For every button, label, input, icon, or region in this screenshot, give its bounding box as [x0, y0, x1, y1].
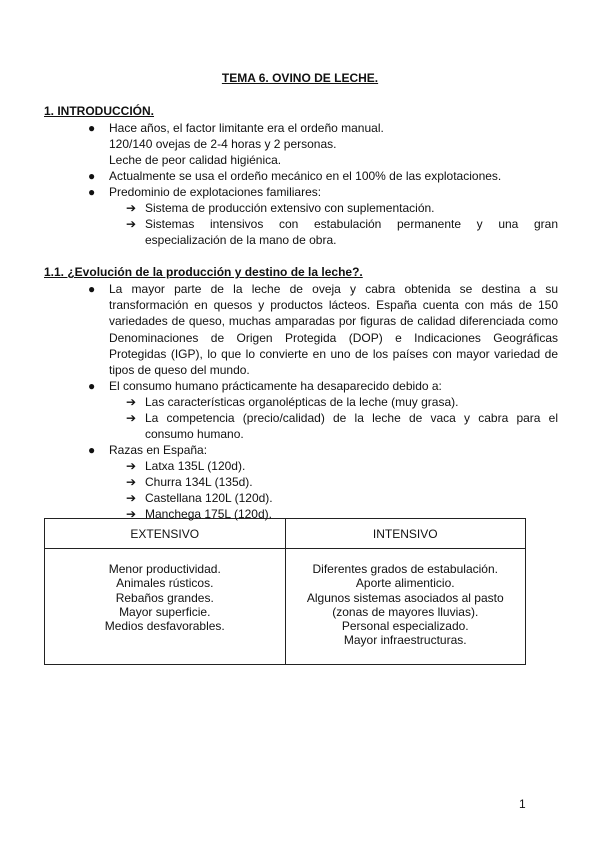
header-extensivo: EXTENSIVO: [45, 519, 286, 549]
list-item: La mayor parte de la leche de oveja y cabra obtenida se destina a su transformación en quesos y productos lácteos. España cuenta con más de 150 variedades de queso, muchas amparadas por figuras de calidad diferenciada como Denominaciones de Origen Protegida (DOP) e Indicaciones Geográficas Protegidas (IGP), lo que lo convierte en uno de los países con mayor variedad de tipos de queso del mundo.: [109, 282, 558, 378]
list-item: Hace años, el factor limitante era el ordeño manual. 120/140 ovejas de 2-4 horas y 2 personas. Leche de peor calidad higiénica.: [109, 121, 384, 168]
section-heading-introduccion: 1. INTRODUCCIÓN.: [44, 104, 155, 118]
bullet-icon: ●: [88, 121, 96, 135]
sub-list-item: Sistema de producción extensivo con suplementación.: [145, 201, 435, 215]
arrow-icon: ➔: [126, 475, 137, 489]
section-heading-evolucion: 1.1. ¿Evolución de la producción y destino de la leche?.: [44, 265, 363, 279]
document-title: TEMA 6. OVINO DE LECHE.: [221, 71, 379, 85]
page-number: 1: [519, 797, 526, 811]
sub-list-item: La competencia (precio/calidad) de la leche de vaca y cabra para el consumo humano.: [145, 411, 558, 442]
bullet-icon: ●: [88, 185, 96, 199]
arrow-icon: ➔: [126, 411, 137, 425]
sub-list-item: Las características organolépticas de la leche (muy grasa).: [145, 395, 459, 409]
table-row: [45, 549, 526, 665]
list-item: Actualmente se usa el ordeño mecánico en el 100% de las explotaciones.: [109, 169, 502, 183]
sub-list-item: Manchega 175L (120d).: [145, 507, 272, 521]
list-item: Razas en España:: [109, 443, 208, 457]
bullet-icon: ●: [88, 379, 96, 393]
bullet-icon: ●: [88, 443, 96, 457]
cell-intensivo: Diferentes grados de estabulación. Aporte alimenticio. Algunos sistemas asociados al pasto (zonas de mayores lluvias). Personal especializado. Mayor infraestructuras.: [285, 549, 526, 665]
comparison-table: [44, 518, 526, 665]
list-item: El consumo humano prácticamente ha desaparecido debido a:: [109, 379, 442, 393]
bullet-icon: ●: [88, 282, 96, 296]
sub-list-item: Castellana 120L (120d).: [145, 491, 273, 505]
bullet-icon: ●: [88, 169, 96, 183]
arrow-icon: ➔: [126, 395, 137, 409]
arrow-icon: ➔: [126, 491, 137, 505]
sub-list-item: Churra 134L (135d).: [145, 475, 253, 489]
arrow-icon: ➔: [126, 507, 137, 521]
cell-extensivo: Menor productividad. Animales rústicos. Rebaños grandes. Mayor superficie. Medios desfavorables.: [45, 549, 286, 665]
sub-list-item: Sistemas intensivos con estabulación permanente y una gran especialización de la mano de obra.: [145, 217, 558, 248]
list-item: Predominio de explotaciones familiares:: [109, 185, 322, 199]
arrow-icon: ➔: [126, 459, 137, 473]
header-intensivo: INTENSIVO: [285, 519, 526, 549]
sub-list-item: Latxa 135L (120d).: [145, 459, 246, 473]
arrow-icon: ➔: [126, 217, 137, 231]
arrow-icon: ➔: [126, 201, 137, 215]
table-header-row: [45, 519, 526, 549]
